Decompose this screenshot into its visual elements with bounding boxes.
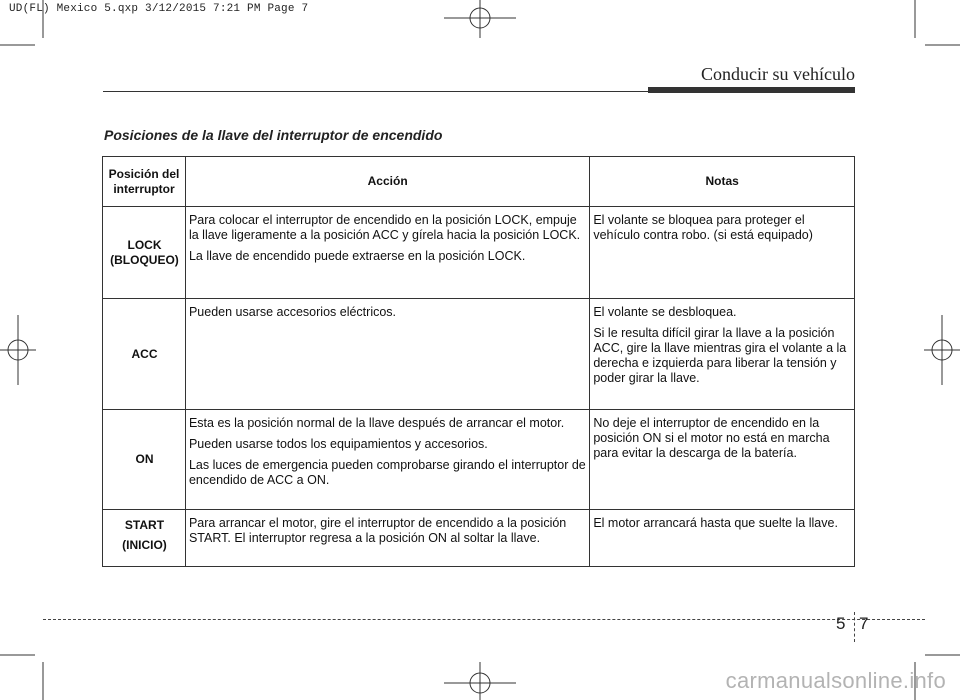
action-text: La llave de encendido puede extraerse en la posición LOCK. (188, 249, 526, 263)
header-rule-bar (648, 87, 855, 93)
action-cell (185, 207, 589, 299)
ignition-positions-table (102, 156, 855, 567)
position-cell (103, 410, 186, 510)
header-rule (103, 91, 648, 92)
notes-text: Si le resulta difícil girar la llave a la posición ACC, gire la llave mientras gira el volante a la derecha e izquierda para liberar la tensión y poder girar la llave. (593, 326, 847, 385)
action-cell (185, 410, 589, 510)
action-cell (185, 510, 589, 567)
table-row (103, 207, 855, 299)
position-cell (103, 207, 186, 299)
notes-text: El volante se bloquea para proteger el vehículo contra robo. (si está equipado) (593, 213, 813, 242)
notes-cell (590, 410, 855, 510)
position-label: (BLOQUEO) (110, 252, 179, 267)
registration-mark-icon (924, 315, 960, 385)
action-text: Para colocar el interruptor de encendido en la posición LOCK, empuje la llave ligeramente a la posición ACC y gírela hacia la posición LOCK. (188, 213, 581, 242)
action-text: Para arrancar el motor, gire el interruptor de encendido a la posición START. El interruptor regresa a la posición ON al soltar la llave. (188, 516, 567, 545)
table-row (103, 299, 855, 410)
column-header-position: Posición del interruptor (103, 157, 186, 207)
position-label: ON (135, 452, 154, 466)
table-row (103, 410, 855, 510)
page-number: 7 (859, 614, 869, 633)
position-cell (103, 510, 186, 567)
position-label: START (124, 518, 165, 532)
action-cell (185, 299, 589, 410)
notes-text: El volante se desbloquea. (593, 305, 737, 319)
watermark-text: carmanualsonline.info (725, 668, 946, 693)
table-row (103, 510, 855, 567)
notes-cell (590, 299, 855, 410)
position-label: ACC (131, 346, 158, 361)
section-title: Conducir su vehículo (701, 64, 855, 84)
registration-mark-icon (444, 662, 516, 700)
footer-rule (43, 619, 925, 620)
column-header-notes: Notas (590, 157, 855, 207)
registration-mark-icon (444, 0, 516, 38)
column-header-action: Acción (185, 157, 589, 207)
action-text: Las luces de emergencia pueden comprobarse girando el interruptor de encendido de ACC a ON. (188, 458, 586, 487)
position-label: (INICIO) (122, 538, 167, 552)
chapter-number: 5 (836, 614, 846, 633)
page-number-divider (854, 612, 856, 642)
table-header-row (103, 157, 855, 207)
position-label: LOCK (127, 237, 162, 252)
position-cell (103, 299, 186, 410)
action-text: Esta es la posición normal de la llave después de arrancar el motor. (188, 416, 565, 430)
print-header: UD(FL) Mexico 5.qxp 3/12/2015 7:21 PM Page 7 (9, 3, 309, 15)
registration-mark-icon (0, 315, 36, 385)
notes-text: No deje el interruptor de encendido en la posición ON si el motor no está en marcha para evitar la descarga de la batería. (593, 416, 830, 460)
notes-cell (590, 510, 855, 567)
action-text: Pueden usarse accesorios eléctricos. (188, 305, 397, 319)
notes-text: El motor arrancará hasta que suelte la llave. (593, 516, 838, 530)
table-heading: Posiciones de la llave del interruptor de encendido (104, 127, 443, 143)
notes-cell (590, 207, 855, 299)
action-text: Pueden usarse todos los equipamientos y accesorios. (188, 437, 488, 451)
